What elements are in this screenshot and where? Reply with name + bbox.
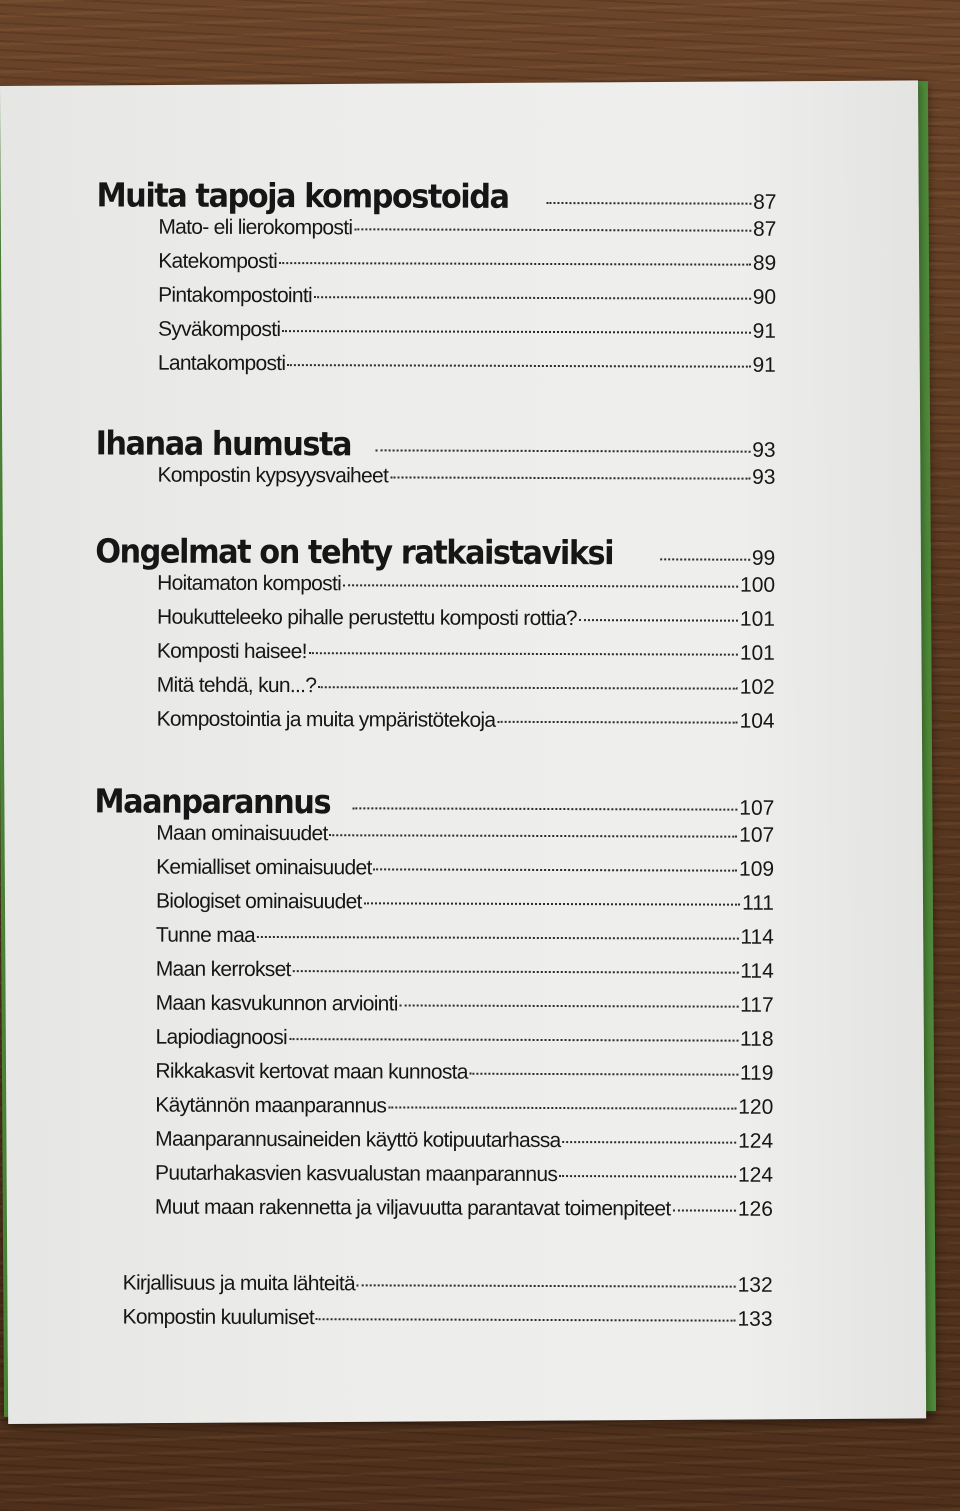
entry-title: Pintakompostointi	[158, 283, 313, 308]
chapter-title: Ongelmat on tehty ratkaistaviksi	[95, 531, 614, 573]
dot-leader	[318, 686, 737, 689]
book-page	[0, 80, 926, 1424]
dot-leader	[559, 1175, 736, 1178]
page-number: 104	[739, 709, 775, 733]
page-number: 111	[742, 891, 775, 915]
toc-entry	[93, 1195, 773, 1231]
chapter-title: Ihanaa humusta	[95, 423, 352, 464]
entry-title: Käytännön maanparannus	[155, 1093, 387, 1118]
page-number: 89	[752, 251, 777, 275]
table-of-contents	[92, 175, 776, 1341]
dot-leader	[309, 652, 738, 655]
toc-chapter-ongelmat	[95, 531, 775, 573]
page-number: 107	[739, 823, 775, 847]
dot-leader	[497, 721, 737, 724]
toc-entry	[95, 571, 775, 607]
toc-entry	[95, 707, 775, 743]
dot-leader	[287, 364, 750, 368]
toc-entry	[93, 1161, 773, 1197]
entry-title: Lapiodiagnoosi	[155, 1025, 288, 1050]
entry-title: Tunne maa	[155, 923, 256, 947]
toc-reference-entry	[92, 1305, 772, 1341]
entry-title: Kirjallisuus ja muita lähteitä	[122, 1271, 356, 1296]
entry-title: Katekomposti	[158, 249, 278, 274]
entry-title: Rikkakasvit kertovat maan kunnosta	[155, 1059, 468, 1084]
entry-title: Maan kerrokset	[155, 957, 291, 982]
entry-title: Biologiset ominaisuudet	[155, 889, 362, 914]
dot-leader	[316, 1318, 736, 1321]
toc-entry	[94, 923, 774, 959]
toc-chapter-muita-tapoja	[96, 175, 776, 217]
page-number: 120	[738, 1095, 774, 1119]
page-number: 107	[739, 796, 775, 820]
entry-title: Mitä tehdä, kun...?	[156, 673, 317, 698]
entry-title: Muut maan rakennetta ja viljavuutta parantavat toimenpiteet	[154, 1195, 671, 1221]
page-number: 126	[737, 1197, 773, 1221]
page-number: 100	[740, 573, 776, 597]
page-number: 93	[752, 465, 776, 489]
page-number: 119	[739, 1061, 774, 1085]
page-number: 118	[740, 1027, 774, 1051]
entry-title: Maan kasvukunnon arviointi	[155, 991, 398, 1016]
dot-leader	[257, 936, 738, 940]
entry-title: Mato- eli lierokomposti	[158, 215, 353, 240]
dot-leader	[330, 834, 738, 837]
toc-reference-entry	[93, 1271, 773, 1307]
page-number: 117	[740, 993, 774, 1017]
chapter-title: Muita tapoja kompostoida	[96, 175, 509, 216]
page-number: 133	[737, 1307, 773, 1331]
dot-leader	[390, 476, 750, 479]
dot-leader	[579, 619, 738, 622]
toc-entry	[94, 991, 774, 1027]
toc-entry	[96, 283, 776, 319]
toc-entry	[96, 351, 776, 387]
dot-leader	[546, 202, 751, 205]
toc-entry	[94, 855, 774, 891]
page-number: 124	[738, 1129, 774, 1153]
page-number: 102	[739, 675, 775, 699]
page-number: 114	[740, 925, 774, 949]
toc-entry	[95, 605, 775, 641]
dot-leader	[388, 1106, 736, 1109]
dot-leader	[289, 1038, 738, 1042]
entry-title: Kemialliset ominaisuudet	[156, 855, 372, 880]
page-number: 101	[739, 641, 775, 665]
entry-title: Maan ominaisuudet	[156, 821, 328, 846]
dot-leader	[470, 1073, 738, 1076]
toc-entry	[93, 1127, 773, 1163]
entry-title: Maanparannusaineiden käyttö kotipuutarhassa	[155, 1127, 561, 1153]
toc-entry	[96, 249, 776, 285]
page-number: 101	[739, 607, 776, 631]
entry-title: Lantakomposti	[157, 351, 286, 376]
dot-leader	[314, 296, 751, 300]
page-number: 91	[752, 319, 777, 343]
dot-leader	[353, 807, 738, 810]
dot-leader	[357, 1284, 736, 1287]
page-number: 99	[751, 546, 776, 570]
dot-leader	[293, 970, 739, 974]
toc-entry	[95, 639, 775, 675]
dot-leader	[374, 868, 737, 871]
toc-entry	[96, 317, 776, 353]
toc-entry	[94, 889, 774, 925]
toc-entry	[94, 957, 774, 993]
page-number: 87	[753, 190, 777, 214]
page-number: 93	[752, 438, 776, 462]
entry-title: Kompostin kypsyysvaiheet	[157, 463, 389, 488]
page-number: 132	[737, 1273, 773, 1297]
toc-entry	[93, 1093, 773, 1129]
toc-chapter-ihanaa-humusta	[96, 423, 776, 465]
dot-leader	[660, 558, 750, 560]
page-number: 87	[752, 217, 777, 241]
dot-leader	[375, 449, 750, 452]
dot-leader	[563, 1141, 737, 1144]
dot-leader	[279, 262, 751, 266]
entry-title: Kompostin kuulumiset	[122, 1305, 315, 1330]
dot-leader	[354, 228, 751, 231]
dot-leader	[282, 330, 750, 334]
toc-entry	[93, 1025, 773, 1061]
entry-title: Syväkomposti	[157, 317, 281, 342]
toc-entry	[93, 1059, 773, 1095]
page-number: 90	[752, 285, 777, 309]
page-number: 114	[740, 959, 774, 983]
page-number: 91	[752, 353, 776, 377]
entry-title: Kompostointia ja muita ympäristötekoja	[156, 707, 496, 732]
chapter-title: Maanparannus	[94, 781, 331, 822]
entry-title: Komposti haisee!	[156, 639, 307, 664]
entry-title: Hoitamaton komposti	[157, 571, 342, 596]
toc-entry	[95, 673, 775, 709]
entry-title: Puutarhakasvien kasvualustan maanparannus	[155, 1161, 558, 1187]
toc-entry	[95, 463, 775, 499]
page-number: 124	[737, 1163, 774, 1187]
dot-leader	[672, 1209, 735, 1211]
entry-title: Houkutteleeko pihalle perustettu komposti rottia?	[156, 605, 577, 631]
page-number: 109	[739, 857, 775, 881]
toc-chapter-maanparannus	[94, 781, 774, 823]
dot-leader	[343, 584, 738, 587]
dot-leader	[400, 1004, 738, 1007]
dot-leader	[364, 902, 740, 905]
toc-entry	[94, 821, 774, 857]
toc-entry	[96, 215, 776, 251]
